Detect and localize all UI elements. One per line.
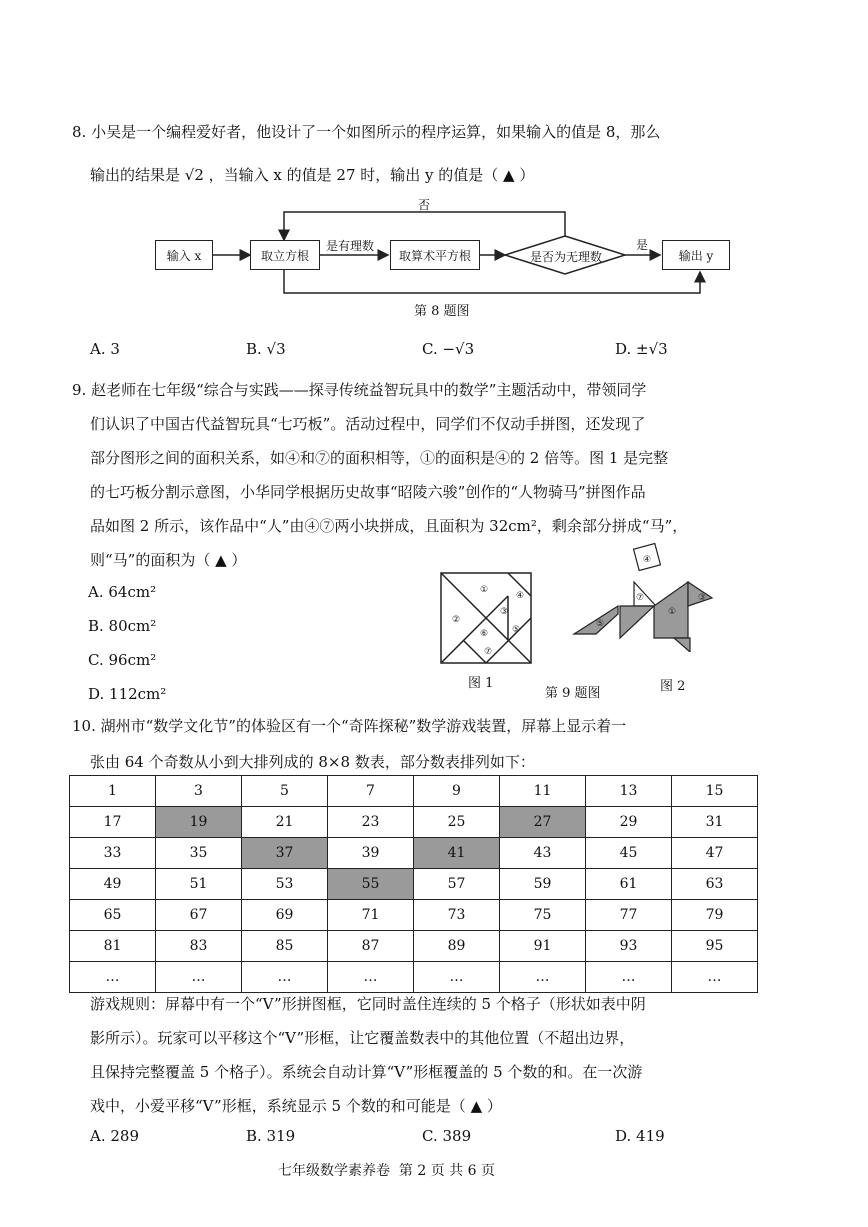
table-cell: 73 xyxy=(414,900,500,931)
svg-text:①: ① xyxy=(668,607,677,617)
svg-text:④: ④ xyxy=(643,555,652,565)
flow-cube-root: 取立方根 xyxy=(250,240,320,270)
table-cell: 19 xyxy=(156,807,242,838)
table-cell: 1 xyxy=(70,776,156,807)
q8-line1: 8. 小吴是一个编程爱好者，他设计了一个如图所示的程序运算，如果输入的值是 8，那么 xyxy=(72,123,661,141)
table-cell: 85 xyxy=(242,931,328,962)
q8-caption: 第 8 题图 xyxy=(414,304,470,319)
q9-line6: 则“马”的面积为（ ▲ ） xyxy=(90,551,247,569)
table-cell: 9 xyxy=(414,776,500,807)
q10-line1: 10. 湖州市“数学文化节”的体验区有一个“奇阵探秘”数学游戏装置，屏幕上显示着一 xyxy=(72,717,627,735)
table-cell: 39 xyxy=(328,838,414,869)
svg-text:③: ③ xyxy=(698,593,707,603)
page-footer: 七年级数学素养卷 第 2 页 共 6 页 xyxy=(278,1163,495,1179)
table-cell: 41 xyxy=(414,838,500,869)
table-cell: 77 xyxy=(586,900,672,931)
table-cell: 13 xyxy=(586,776,672,807)
table-cell: 55 xyxy=(328,869,414,900)
table-row xyxy=(70,838,758,869)
table-cell: 27 xyxy=(500,807,586,838)
table-row xyxy=(70,931,758,962)
table-cell: 93 xyxy=(586,931,672,962)
table-cell: 83 xyxy=(156,931,242,962)
odd-number-table xyxy=(69,775,758,993)
svg-text:⑤: ⑤ xyxy=(512,625,521,635)
svg-text:⑦: ⑦ xyxy=(484,647,493,657)
flow-no: 否 xyxy=(418,198,431,212)
table-cell: 57 xyxy=(414,869,500,900)
table-cell: 47 xyxy=(672,838,758,869)
table-cell: 21 xyxy=(242,807,328,838)
table-cell: 87 xyxy=(328,931,414,962)
q9-fig1-label: 图 1 xyxy=(468,676,494,691)
table-cell: … xyxy=(500,962,586,993)
table-cell: 49 xyxy=(70,869,156,900)
q9-line3: 部分图形之间的面积关系，如④和⑦的面积相等，①的面积是④的 2 倍等。图 1 是完整 xyxy=(90,449,669,467)
table-cell: 29 xyxy=(586,807,672,838)
table-cell: 69 xyxy=(242,900,328,931)
table-cell: 11 xyxy=(500,776,586,807)
q8-option-c: C. −√3 xyxy=(422,340,475,358)
q8-option-b: B. √3 xyxy=(246,340,286,358)
table-cell: 81 xyxy=(70,931,156,962)
table-cell: 3 xyxy=(156,776,242,807)
flow-is-rational: 是有理数 xyxy=(326,239,375,253)
q9-option-c: C. 96cm² xyxy=(88,651,157,669)
table-cell: 61 xyxy=(586,869,672,900)
flow-sqrt: 取算术平方根 xyxy=(390,240,480,270)
svg-text:⑥: ⑥ xyxy=(480,629,489,639)
table-cell: … xyxy=(156,962,242,993)
table-cell: 53 xyxy=(242,869,328,900)
table-cell: … xyxy=(586,962,672,993)
table-cell: 7 xyxy=(328,776,414,807)
table-cell: 45 xyxy=(586,838,672,869)
table-cell: … xyxy=(328,962,414,993)
q9-option-d: D. 112cm² xyxy=(88,685,167,703)
q10-rules-line3: 且保持完整覆盖 5 个格子）。系统会自动计算“V”形框覆盖的 5 个数的和。在一次游 xyxy=(90,1063,643,1081)
flow-input: 输入 x xyxy=(155,240,213,270)
flow-yes: 是 xyxy=(636,238,649,252)
q9-option-b: B. 80cm² xyxy=(88,617,157,635)
table-row xyxy=(70,807,758,838)
q8-option-d: D. ±√3 xyxy=(615,340,668,358)
svg-text:②: ② xyxy=(452,615,461,625)
table-cell: 89 xyxy=(414,931,500,962)
q10-option-b: B. 319 xyxy=(246,1127,296,1145)
table-cell: … xyxy=(70,962,156,993)
table-cell: 75 xyxy=(500,900,586,931)
q10-option-a: A. 289 xyxy=(90,1127,139,1145)
table-cell: 63 xyxy=(672,869,758,900)
table-cell: 37 xyxy=(242,838,328,869)
table-cell: 51 xyxy=(156,869,242,900)
table-cell: 31 xyxy=(672,807,758,838)
q8-option-a: A. 3 xyxy=(90,340,120,358)
q9-fig2-label: 图 2 xyxy=(660,679,686,694)
table-row xyxy=(70,869,758,900)
table-cell: 71 xyxy=(328,900,414,931)
svg-text:⑤: ⑤ xyxy=(596,619,605,629)
q9-line1: 9. 赵老师在七年级“综合与实践——探寻传统益智玩具中的数学”主题活动中，带领同学 xyxy=(72,381,647,399)
table-cell: 95 xyxy=(672,931,758,962)
table-cell: 43 xyxy=(500,838,586,869)
tangram-figure-2 xyxy=(568,542,728,652)
q10-rules-line2: 影所示）。玩家可以平移这个“V”形框，让它覆盖数表中的其他位置（不超出边界， xyxy=(90,1029,635,1047)
q10-rules-line1: 游戏规则：屏幕中有一个“V”形拼图框，它同时盖住连续的 5 个格子（形状如表中阴 xyxy=(90,995,646,1013)
table-cell: … xyxy=(242,962,328,993)
q8-line2: 输出的结果是 √2 ，当输入 x 的值是 27 时，输出 y 的值是（ ▲ ） xyxy=(90,166,535,184)
table-cell: 35 xyxy=(156,838,242,869)
table-cell: 91 xyxy=(500,931,586,962)
flow-decision: 是否为无理数 xyxy=(530,250,603,264)
q10-option-c: C. 389 xyxy=(422,1127,472,1145)
q10-rules-line4: 戏中，小爱平移“V”形框，系统显示 5 个数的和可能是（ ▲ ） xyxy=(90,1097,502,1115)
table-cell: 67 xyxy=(156,900,242,931)
table-row xyxy=(70,776,758,807)
svg-text:③: ③ xyxy=(500,607,509,617)
table-cell: 25 xyxy=(414,807,500,838)
q10-option-d: D. 419 xyxy=(615,1127,665,1145)
q9-caption: 第 9 题图 xyxy=(545,686,601,701)
q10-line2: 张由 64 个奇数从小到大排列成的 8×8 数表，部分数表排列如下： xyxy=(90,753,535,771)
table-cell: 59 xyxy=(500,869,586,900)
q9-option-a: A. 64cm² xyxy=(88,583,157,601)
table-row xyxy=(70,962,758,993)
table-cell: 65 xyxy=(70,900,156,931)
table-cell: 79 xyxy=(672,900,758,931)
svg-text:⑦: ⑦ xyxy=(636,593,645,603)
table-cell: 15 xyxy=(672,776,758,807)
table-row xyxy=(70,900,758,931)
table-cell: … xyxy=(414,962,500,993)
q9-line5: 品如图 2 所示，该作品中“人”由④⑦两小块拼成，且面积为 32cm²，剩余部分拼成“马”， xyxy=(90,517,688,535)
table-cell: 23 xyxy=(328,807,414,838)
flow-output: 输出 y xyxy=(662,240,730,270)
q9-line4: 的七巧板分割示意图，小华同学根据历史故事“昭陵六骏”创作的“人物骑马”拼图作品 xyxy=(90,483,646,501)
tangram-figure-1 xyxy=(440,572,532,664)
table-cell: 5 xyxy=(242,776,328,807)
q9-line2: 们认识了中国古代益智玩具“七巧板”。活动过程中，同学们不仅动手拼图，还发现了 xyxy=(90,415,646,433)
table-cell: … xyxy=(672,962,758,993)
table-cell: 33 xyxy=(70,838,156,869)
svg-text:①: ① xyxy=(480,585,489,595)
table-cell: 17 xyxy=(70,807,156,838)
svg-text:④: ④ xyxy=(516,591,525,601)
